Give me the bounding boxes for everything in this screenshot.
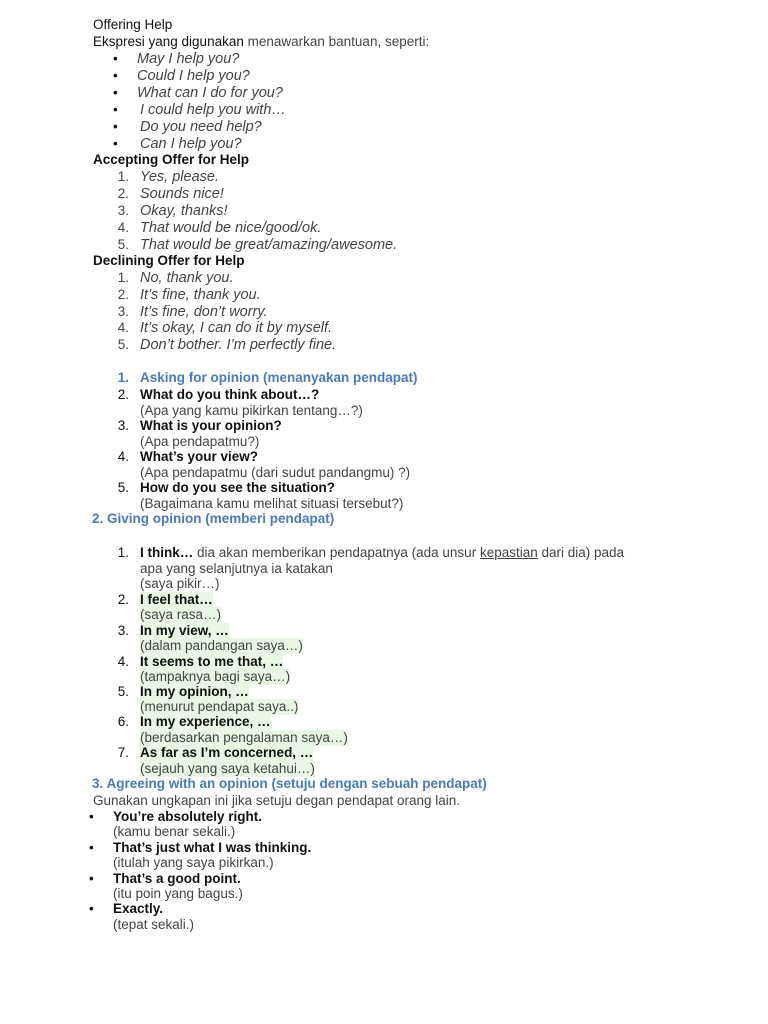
giving-first-line: [140, 545, 624, 561]
item-number: 1.: [117, 370, 129, 385]
expression: In my view, …: [140, 623, 229, 638]
translation: (Bagaimana kamu melihat situasi tersebut?): [140, 496, 404, 511]
item-number: 4.: [117, 220, 129, 235]
translation: (saya pikir…): [140, 576, 220, 591]
expression: What’s your view?: [140, 449, 259, 464]
expression: That’s just what I was thinking.: [113, 840, 312, 855]
intro-part-2: menawarkan bantuan, seperti:: [243, 34, 430, 49]
translation: (itu poin yang bagus.): [113, 886, 243, 901]
translation: (menurut pendapat saya..): [140, 699, 299, 714]
translation: (saya rasa…): [140, 607, 222, 622]
expression: How do you see the situation?: [140, 480, 336, 495]
translation: (tampaknya bagi saya…): [140, 669, 291, 684]
list-item: That would be nice/good/ok.: [140, 220, 322, 236]
list-item: May I help you?: [137, 51, 240, 67]
list-item: Don’t bother. I’m perfectly fine.: [140, 337, 337, 353]
bullet-icon: •: [89, 840, 94, 855]
translation: (kamu benar sekali.): [113, 824, 236, 839]
expression: In my experience, …: [140, 714, 271, 729]
page-title: Offering Help: [93, 17, 173, 32]
list-item: Could I help you?: [137, 68, 250, 84]
item-number: 5.: [117, 337, 129, 352]
item-number: 4.: [117, 654, 129, 669]
bullet-icon: •: [89, 901, 94, 916]
description-continued: apa yang selanjutnya ia katakan: [140, 561, 333, 576]
expression: You’re absolutely right.: [113, 809, 263, 824]
description: dari dia) pada: [537, 545, 625, 560]
translation: (tepat sekali.): [113, 917, 195, 932]
bullet-icon: •: [113, 68, 118, 83]
list-item: No, thank you.: [140, 270, 234, 286]
underlined-word: kepastian: [479, 545, 538, 560]
item-number: 2.: [117, 592, 129, 607]
item-number: 7.: [117, 745, 129, 760]
list-item: Do you need help?: [140, 119, 262, 135]
translation: (Apa pendapatmu (dari sudut pandangmu) ?): [140, 465, 411, 480]
bullet-icon: •: [89, 809, 94, 824]
item-number: 2.: [117, 186, 129, 201]
expression: I think…: [140, 545, 194, 560]
item-number: 2.: [117, 287, 129, 302]
giving-heading: 2. Giving opinion (memberi pendapat): [92, 511, 335, 526]
translation: (berdasarkan pengalaman saya…): [140, 730, 348, 745]
item-number: 1.: [117, 545, 129, 560]
expression: That’s a good point.: [113, 871, 241, 886]
item-number: 6.: [117, 714, 129, 729]
item-number: 3.: [117, 304, 129, 319]
item-number: 5.: [117, 684, 129, 699]
expression: It seems to me that, …: [140, 654, 284, 669]
item-number: 3.: [117, 203, 129, 218]
asking-heading: Asking for opinion (menanyakan pendapat): [140, 370, 418, 385]
bullet-icon: •: [89, 871, 94, 886]
list-item: It’s fine, thank you.: [140, 287, 261, 303]
item-number: 1.: [117, 169, 129, 184]
item-number: 2.: [117, 387, 129, 402]
bullet-icon: •: [113, 102, 118, 117]
translation: (Apa pendapatmu?): [140, 434, 260, 449]
bullet-icon: •: [113, 119, 118, 134]
accepting-heading: Accepting Offer for Help: [93, 152, 250, 167]
list-item: Sounds nice!: [140, 186, 224, 202]
bullet-icon: •: [113, 85, 118, 100]
item-number: 4.: [117, 449, 129, 464]
item-number: 5.: [117, 237, 129, 252]
list-item: It’s okay, I can do it by myself.: [140, 320, 333, 336]
expression: I feel that…: [140, 592, 213, 607]
list-item: Can I help you?: [140, 136, 242, 152]
declining-heading: Declining Offer for Help: [93, 253, 245, 268]
list-item: Okay, thanks!: [140, 203, 228, 219]
expression: What is your opinion?: [140, 418, 282, 433]
translation: (Apa yang kamu pikirkan tentang…?): [140, 403, 363, 418]
bullet-icon: •: [113, 51, 118, 66]
expression: As far as I’m concerned, …: [140, 745, 314, 760]
intro-text: [93, 34, 429, 50]
intro-part-1: Ekspresi yang digunakan: [93, 34, 244, 49]
item-number: 3.: [117, 623, 129, 638]
list-item: It’s fine, don’t worry.: [140, 304, 268, 320]
translation: (dalam pandangan saya…): [140, 638, 303, 653]
item-number: 1.: [117, 270, 129, 285]
list-item: That would be great/amazing/awesome.: [140, 237, 398, 253]
agreeing-intro: Gunakan ungkapan ini jika setuju degan pendapat orang lain.: [93, 793, 461, 808]
translation: (sejauh yang saya ketahui…): [140, 761, 315, 776]
list-item: Yes, please.: [140, 169, 219, 185]
description: dia akan memberikan pendapatnya (ada unsur: [193, 545, 480, 560]
item-number: 4.: [117, 320, 129, 335]
list-item: I could help you with…: [140, 102, 286, 118]
expression: In my opinion, …: [140, 684, 249, 699]
expression: What do you think about…?: [140, 387, 320, 402]
agreeing-heading: 3. Agreeing with an opinion (setuju dengan sebuah pendapat): [92, 776, 487, 791]
item-number: 3.: [117, 418, 129, 433]
bullet-icon: •: [113, 136, 118, 151]
item-number: 5.: [117, 480, 129, 495]
translation: (itulah yang saya pikirkan.): [113, 855, 274, 870]
expression: Exactly.: [113, 901, 164, 916]
list-item: What can I do for you?: [137, 85, 283, 101]
